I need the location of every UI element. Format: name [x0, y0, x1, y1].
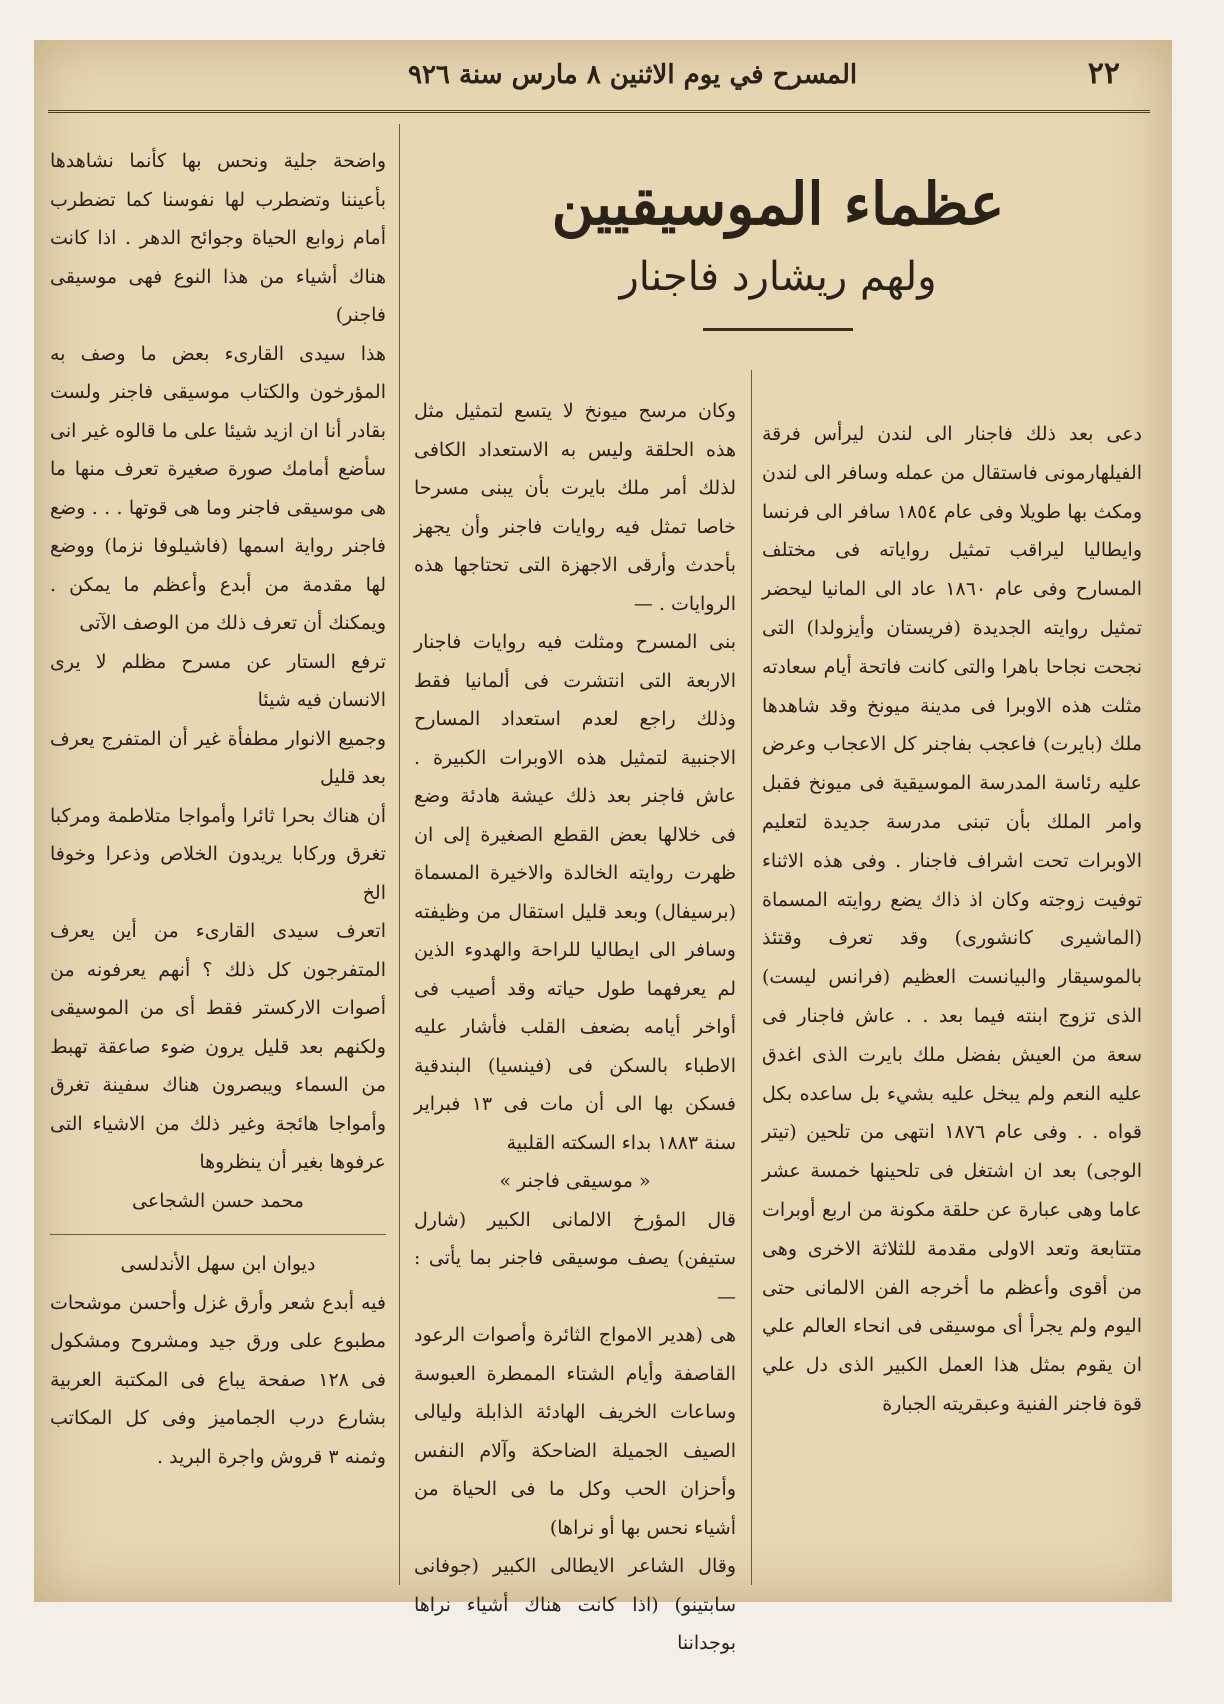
- paragraph: دعى بعد ذلك فاجنار الى لندن ليرأس فرقة الفيلهارمونى فاستقال من عمله وسافر الى لندن ومكث بها طويلا وفى عام ١٨٥٤ سافر الى فرنسا وايطاليا ليراقب تمثيل رواياته فى مختلف المسارح وفى عام ١٨٦٠ عاد الى المانيا ليحضر تمثيل روايته الجديدة (فريستان وأيزولدا) التى نجحت نجاحا باهرا والتى كانت فاتحة أيام سعادته مثلت هذه الاوبرا فى مدينة ميونخ وقد شاهدها ملك (بايرت) فاعجب بفاجنر كل الاعجاب وعرض عليه رئاسة المدرسة الموسيقية فى ميونخ فقبل وامر الملك بأن تبنى مدرسة جديدة لتعليم الاوبرات تحت اشراف فاجنار . وفى هذه الاثناء توفيت زوجته وكان اذ ذاك يضع روايته المسماة (الماشيرى كانشورى) وقد تعرف وقتئذ بالموسيقار والبيانست العظيم (فرانس ليست) الذى تزوج ابنته فيما بعد . . عاش فاجنار فى سعة من العيش بفضل ملك بايرت الذى اغدق عليه النعم ولم يبخل عليه بشيء بل ساعده بكل قواه . . وفى عام ١٨٧٦ انتهى من تلحين (تيتر الوجى) بعد ان اشتغل فى تلحينها خمسة عشر عاما وهى عبارة عن حلقة مكونة من اربع أوبرات متتابعة وتعد الاولى مقدمة للثلاثة الاخرى وهى من أقوى وأعظم ما أخرجه الفن الالمانى حتى اليوم ولم يجرأ أى موسيقى فى انحاء العالم علي ان يقوم بمثل هذا العمل الكبير الذى دل علي قوة فاجنر الفنية وعبقريته الجبارة: [762, 423, 1142, 1415]
- paragraph: اتعرف سيدى القارىء من أين يعرف المتفرجون كل ذلك ؟ أنهم يعرفونه من أصوات الاركستر فقط أى من الموسيقى ولكنهم بعد قليل يرون ضوء صاعقة تهبط من السماء ويبصرون هناك سفينة تغرق وأمواجا هائجة وغير ذلك من الاشياء التى عرفوها بغير أن ينظروها: [50, 920, 386, 1173]
- column-divider: [751, 370, 752, 1585]
- author-signature: محمد حسن الشجاعى: [132, 1189, 304, 1212]
- running-head: المسرح في يوم الاثنين ٨ مارس سنة ٩٢٦: [408, 60, 858, 90]
- advert-body: فيه أبدع شعر وأرق غزل وأحسن موشحات مطبوع على ورق جيد ومشروح ومشكول فى ١٢٨ صفحة يباع فى المكتبة العربية بشارع درب الجماميز وفى كل المكاتب وثمنه ٣ قروش واجرة البريد .: [50, 1291, 386, 1468]
- paragraph: واضحة جلية ونحس بها كأنما نشاهدها بأعيننا وتضطرب لها نفوسنا كما تضطرب أمام زوابع الحياة وجوائح الدهر . اذا كانت هناك أشياء من هذا النوع فهى موسيقى فاجنر): [50, 150, 386, 326]
- article-column-middle: [414, 392, 736, 1663]
- paragraph: بنى المسرح ومثلت فيه روايات فاجنار الاربعة التى انتشرت فى ألمانيا فقط وذلك راجع لعدم استعداد المسارح الاجنبية لتمثيل هذه الاوبرات الكبيرة . عاش فاجنر بعد ذلك عيشة هادئة وضع فى خلالها بعض القطع الصغيرة إلى ان ظهرت روايته الخالدة والاخيرة المسماة (برسيفال) وبعد قليل استقال من وظيفته وسافر الى ايطاليا للراحة والهدوء الذين لم يعرفهما طول حياته وقد أصيب فى أواخر أيامه بضعف القلب فأشار عليه الاطباء بالسكن فى (فينسيا) البندقية فسكن بها الى أن مات فى ١٣ فبراير سنة ١٨٨٣ بداء السكته القلبية: [414, 631, 737, 1154]
- article-title-block: [414, 124, 1142, 374]
- article-column-left: [50, 142, 386, 1476]
- newspaper-page: [34, 40, 1172, 1654]
- page-number: ٢٢: [1087, 56, 1120, 91]
- article-column-right: [762, 396, 1142, 1443]
- paragraph: وكان مرسح ميونخ لا يتسع لتمثيل مثل هذه الحلقة وليس به الاستعداد الكافى لذلك أمر ملك بايرت بأن يبنى مسرحا خاصا تمثل فيه روايات فاجنر وأن يجهز بأحدث وأرقى الاجهزة التى تحتاجها هذه الروايات . —: [414, 400, 736, 615]
- paragraph: قال المؤرخ الالمانى الكبير (شارل ستيفن) يصف موسيقى فاجنر بما يأتى :—: [414, 1208, 736, 1308]
- title-rule: [703, 328, 853, 331]
- paragraph: ترفع الستار عن مسرح مظلم لا يرى الانسان فيه شيئا: [50, 650, 386, 711]
- paragraph: وقال الشاعر الايطالى الكبير (جوفانى سابتينو) (اذا كانت هناك أشياء نراها بوجداننا: [414, 1555, 736, 1654]
- paragraph: أن هناك بحرا ثائرا وأمواجا متلاطمة ومركبا تغرق وركابا يريدون الخلاص وذعرا وخوفا الخ: [50, 804, 386, 904]
- advert-divider: [50, 1234, 386, 1235]
- column-divider: [399, 124, 400, 1585]
- article-title: عظماء الموسيقيين: [551, 170, 1005, 238]
- advert-title: ديوان ابن سهل الأندلسى: [120, 1253, 316, 1275]
- paragraph: هذا سيدى القارىء بعض ما وصف به المؤرخون والكتاب موسيقى فاجنر ولست بقادر أنا ان ازيد شيئا على ما قالوه غير انى سأضع أمامك صورة صغيرة تعرف منها ما هى موسيقى فاجنر وما هى قوتها . . . وضع فاجنر رواية اسمها (فاشيلوفا نزما) ووضع لها مقدمة من أبدع وأعظم ما يمكن . ويمكنك أن تعرف ذلك من الوصف الآتى: [50, 342, 386, 634]
- section-heading: « موسيقى فاجنر »: [499, 1170, 651, 1192]
- paragraph: هى (هدير الامواج الثائرة وأصوات الرعود القاصفة وأيام الشتاء الممطرة العبوسة وساعات الخريف الهادئة الذابلة وليالى الصيف الجميلة الضاحكة وآلام النفس وأحزان الحب وكل ما فى الحياة من أشياء نحس بها أو نراها): [414, 1324, 736, 1539]
- masthead: [48, 48, 1150, 113]
- paragraph: وجميع الانوار مطفأة غير أن المتفرج يعرف بعد قليل: [50, 727, 386, 788]
- article-subtitle: ولهم ريشارد فاجنار: [619, 254, 937, 300]
